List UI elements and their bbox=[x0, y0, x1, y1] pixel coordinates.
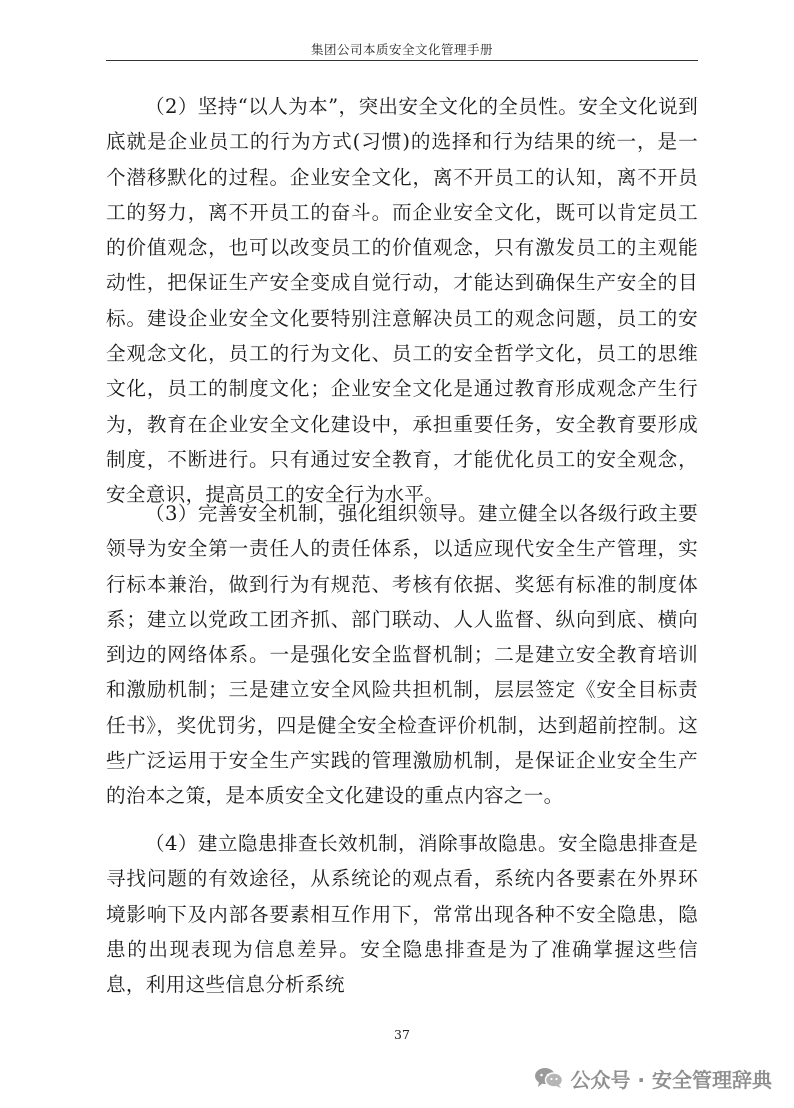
watermark bbox=[534, 1064, 772, 1092]
wechat-icon bbox=[534, 1067, 564, 1089]
page-number: 37 bbox=[394, 1027, 410, 1042]
body-paragraph: （4）建立隐患排查长效机制，消除事故隐患。安全隐患排查是寻找问题的有效途径，从系统论的观点看，系统内各要素在外界环境影响下及内部各要素相互作用下，常常出现各种不安全隐患，隐患的出现表现为信息差异。安全隐患排查是为了准确掌握这些信息，利用这些信息分析系统 bbox=[106, 832, 698, 997]
body-paragraph: （2）坚持“以人为本”，突出安全文化的全员性。安全文化说到底就是企业员工的行为方式(习惯)的选择和行为结果的统一，是一个潜移默化的过程。企业安全文化，离不开员工的认知，离不开员工的努力，离不开员工的奋斗。而企业安全文化，既可以肯定员工的价值观念，也可以改变员工的价值观念，只有激发员工的主观能动性，把保证生产安全变成自觉行动，才能达到确保生产安全的目标。建设企业安全文化要特别注意解决员工的观念问题，员工的安全观念文化，员工的行为文化、员工的安全哲学文化，员工的思维文化，员工的制度文化；企业安全文化是通过教育形成观念产生行为，教育在企业安全文化建设中，承担重要任务，安全教育要形成制度，不断进行。只有通过安全教育，才能优化员工的安全观念，安全意识，提高员工的安全行为水平。 bbox=[106, 95, 698, 507]
running-header: 集团公司本质安全文化管理手册 bbox=[310, 42, 493, 57]
body-paragraph: （3）完善安全机制，强化组织领导。建立健全以各级行政主要领导为安全第一责任人的责任体系，以适应现代安全生产管理，实行标本兼治，做到行为有规范、考核有依据、奖惩有标准的制度体系；建立以党政工团齐抓、部门联动、人人监督、纵向到底、横向到边的网络体系。一是强化安全监督机制；二是建立安全教育培训和激励机制；三是建立安全风险共担机制，层层签定《安全目标责任书》，奖优罚劣，四是健全安全检查评价机制，达到超前控制。这些广泛运用于安全生产实践的管理激励机制，是保证企业安全生产的治本之策，是本质安全文化建设的重点内容之一。 bbox=[106, 502, 698, 808]
header-divider bbox=[106, 60, 698, 61]
watermark-text: 公众号 · 安全管理辞典 bbox=[570, 1067, 772, 1092]
